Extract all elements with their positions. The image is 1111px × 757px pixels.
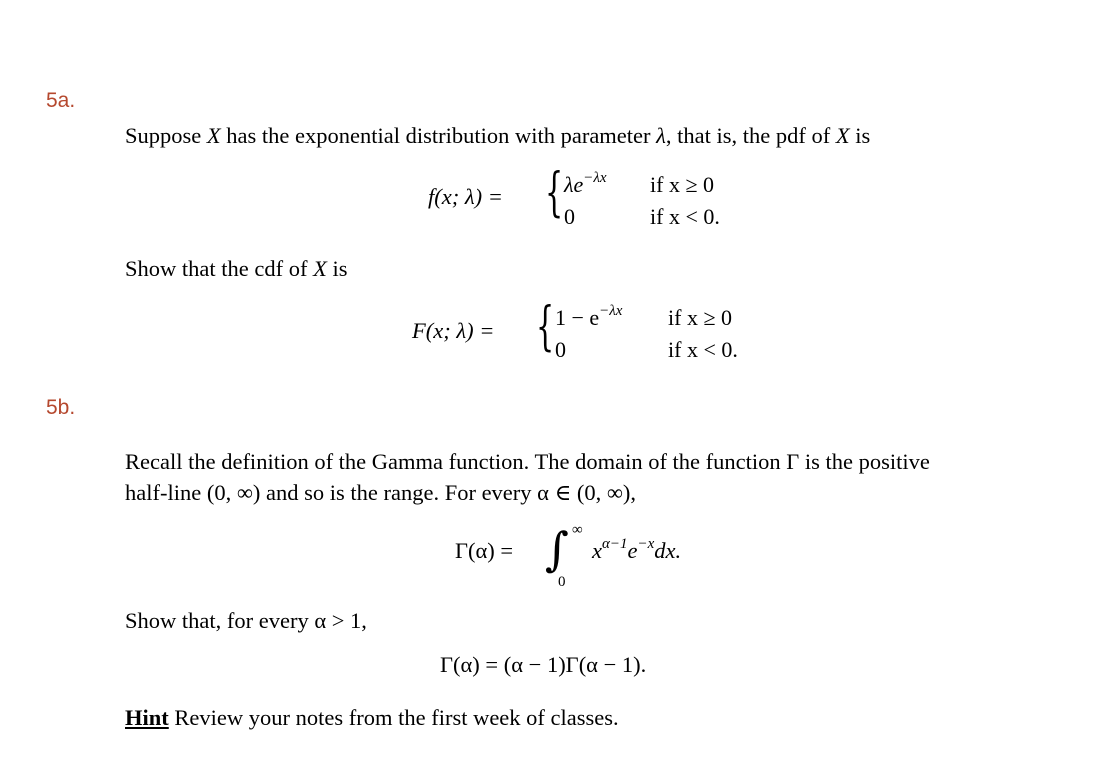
integral-sign: ∫: [545, 522, 569, 576]
pdf-case1-condition: if x ≥ 0: [650, 172, 715, 197]
cdf-case2-condition: if x < 0.: [668, 337, 738, 362]
intro-prefix: Suppose: [125, 123, 207, 148]
integrand-exponent-2: −x: [637, 536, 655, 552]
problem-label-5a: 5a.: [46, 89, 76, 112]
cdf-brace: {: [536, 297, 555, 357]
integrand-exponent-1: α−1: [602, 536, 628, 552]
pdf-case2-condition: if x < 0.: [650, 204, 720, 229]
hint-line: [125, 702, 619, 733]
integral-lower-limit: 0: [558, 574, 566, 590]
cdf-lhs: F(x; λ) =: [412, 318, 495, 343]
intro-sentence: [125, 120, 870, 151]
integrand: [592, 538, 681, 564]
recurrence-equation: Γ(α) = (α − 1)Γ(α − 1).: [440, 652, 647, 677]
gamma-intro-line2: half-line (0, ∞) and so is the range. For every α ∈ (0, ∞),: [125, 480, 637, 505]
gamma-intro-line1: [125, 446, 930, 477]
intro-mid2: , that is, the pdf of: [665, 123, 836, 148]
show-suffix: is: [326, 256, 348, 281]
cdf-case2-value: 0: [555, 337, 566, 362]
show-cdf-sentence: [125, 253, 347, 284]
integrand-base: x: [592, 538, 602, 563]
gamma-symbol: Γ: [786, 449, 800, 474]
hint-text: Review your notes from the first week of classes.: [168, 705, 619, 730]
cdf-case1-base: 1 − e: [555, 305, 600, 330]
pdf-case1-value: [564, 172, 607, 198]
show-var: X: [313, 256, 327, 281]
gamma-lhs: Γ(α) =: [455, 538, 514, 563]
show-recurrence-sentence: Show that, for every α > 1,: [125, 608, 367, 633]
integrand-dx: dx.: [654, 538, 682, 563]
cdf-case1-condition: if x ≥ 0: [668, 305, 733, 330]
intro-middle: has the exponential distribution with parameter: [220, 123, 657, 148]
var-x-2: X: [835, 123, 850, 148]
show-prefix: Show that the cdf of: [125, 256, 314, 281]
gamma-line1-suffix: is the positive: [799, 449, 930, 474]
problem-label-5b: 5b.: [46, 396, 76, 419]
lambda-symbol: λ: [656, 123, 666, 148]
intro-suffix: is: [849, 123, 871, 148]
pdf-case1-base: λe: [564, 172, 584, 197]
pdf-brace: {: [545, 163, 564, 223]
pdf-case1-exponent: −λx: [583, 170, 607, 186]
hint-label: Hint: [125, 705, 169, 730]
integrand-e: e: [627, 538, 638, 563]
cdf-case1-value: [555, 305, 622, 331]
cdf-case1-exponent: −λx: [599, 303, 623, 319]
var-x: X: [206, 123, 221, 148]
pdf-lhs: f(x; λ) =: [428, 184, 503, 209]
integral-upper-limit: ∞: [572, 522, 583, 538]
gamma-line1-prefix: Recall the definition of the Gamma function. The domain of the function: [125, 449, 787, 474]
pdf-case2-value: 0: [564, 204, 575, 229]
